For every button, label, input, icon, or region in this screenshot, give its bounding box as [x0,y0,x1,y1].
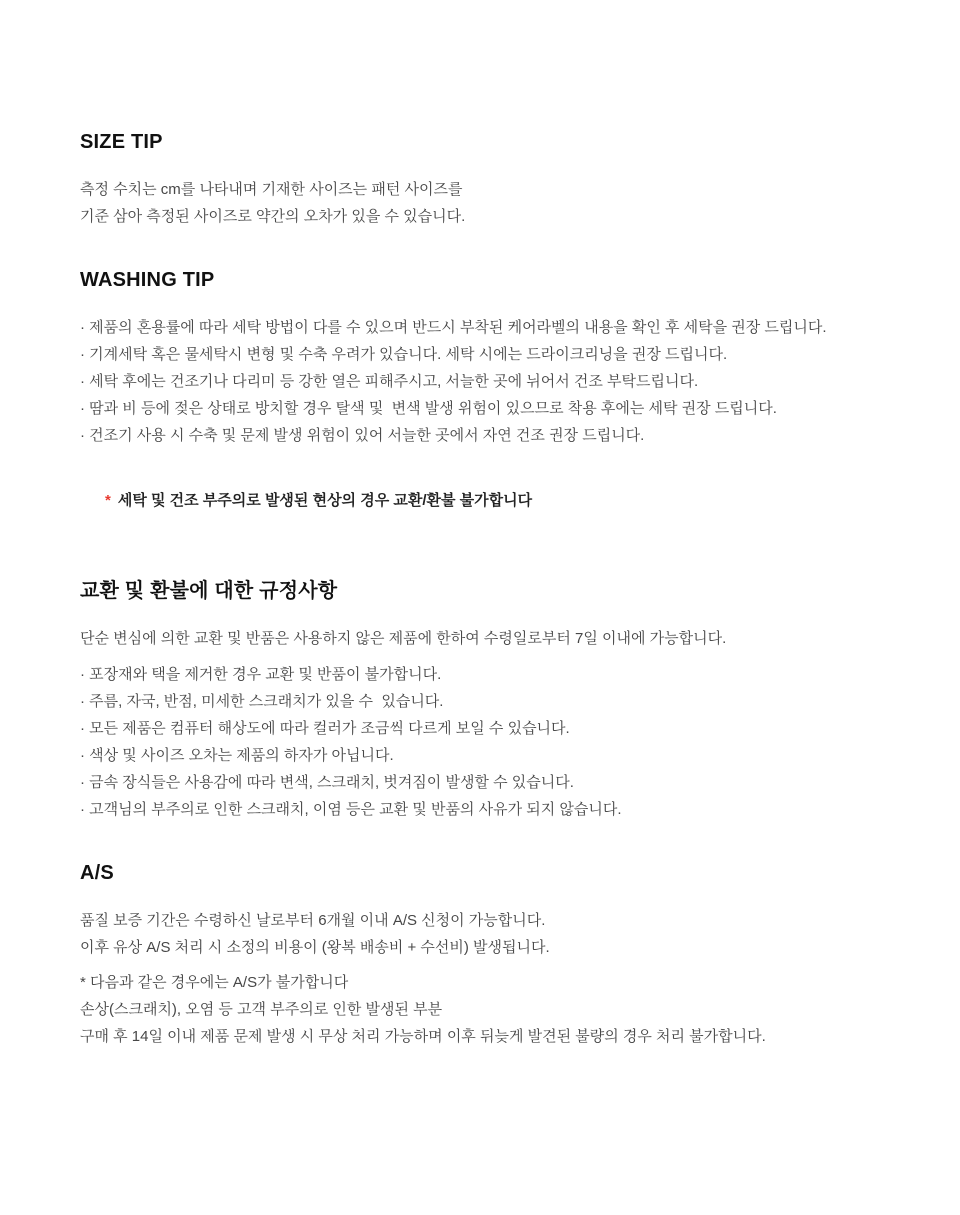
washing-tip-warning [80,460,880,541]
washing-tip-title: WASHING TIP [80,269,215,291]
washing-tip-bullet: · 건조기 사용 시 수축 및 문제 발생 위험이 있어 서늘한 곳에서 자연 건조 권장 드립니다. [80,427,645,444]
after-service-note: 구매 후 14일 이내 제품 문제 발생 시 무상 처리 가능하며 이후 뒤늦게 발견된 불량의 경우 처리 불가합니다. [80,1028,766,1045]
section-exchange-refund [80,579,880,823]
after-service-notes [80,969,880,1050]
exchange-refund-bullet: · 주름, 자국, 반점, 미세한 스크래치가 있을 수 있습니다. [80,693,444,710]
after-service-line: 이후 유상 A/S 처리 시 소정의 비용이 (왕복 배송비 + 수선비) 발생됩니다. [80,939,550,956]
washing-tip-bullet: · 기계세탁 혹은 물세탁시 변형 및 수축 우려가 있습니다. 세탁 시에는 드라이크리닝을 권장 드립니다. [80,346,728,363]
exchange-refund-title: 교환 및 환불에 대한 규정사항 [80,580,338,602]
after-service-note: * 다음과 같은 경우에는 A/S가 불가합니다 [80,974,349,991]
exchange-refund-intro: 단순 변심에 의한 교환 및 반품은 사용하지 않은 제품에 한하여 수령일로부터 7일 이내에 가능합니다. [80,630,727,647]
section-washing-tip [80,268,880,541]
washing-tip-warning-text: 세탁 및 건조 부주의로 발생된 현상의 경우 교환/환불 불가합니다 [117,492,533,509]
washing-tip-bullet: · 제품의 혼용률에 따라 세탁 방법이 다를 수 있으며 반드시 부착된 케어라벨의 내용을 확인 후 세탁을 권장 드립니다. [80,319,827,336]
size-tip-title: SIZE TIP [80,131,163,153]
after-service-line: 품질 보증 기간은 수령하신 날로부터 6개월 이내 A/S 신청이 가능합니다. [80,912,546,929]
exchange-refund-bullet: · 포장재와 택을 제거한 경우 교환 및 반품이 불가합니다. [80,666,442,683]
after-service-title: A/S [80,862,114,884]
size-tip-line: 기준 삼아 측정된 사이즈로 약간의 오차가 있을 수 있습니다. [80,208,466,225]
size-tip-line: 측정 수치는 cm를 나타내며 기재한 사이즈는 패턴 사이즈를 [80,181,463,198]
red-asterisk-marker: * [105,492,111,509]
exchange-refund-bullet: · 고객님의 부주의로 인한 스크래치, 이염 등은 교환 및 반품의 사유가 되지 않습니다. [80,801,622,818]
washing-tip-bullets [80,314,880,449]
size-tip-text [80,176,880,230]
exchange-refund-bullets [80,661,880,823]
after-service-text [80,907,880,961]
section-after-service [80,861,880,1050]
after-service-note: 손상(스크래치), 오염 등 고객 부주의로 인한 발생된 부분 [80,1001,443,1018]
exchange-refund-bullet: · 모든 제품은 컴퓨터 해상도에 따라 컬러가 조금씩 다르게 보일 수 있습니다. [80,720,570,737]
washing-tip-bullet: · 땀과 비 등에 젖은 상태로 방치할 경우 탈색 및 변색 발생 위험이 있으므로 착용 후에는 세탁 권장 드립니다. [80,400,777,417]
exchange-refund-bullet: · 금속 장식들은 사용감에 따라 변색, 스크래치, 벗겨짐이 발생할 수 있습니다. [80,774,574,791]
section-size-tip [80,130,880,230]
exchange-refund-bullet: · 색상 및 사이즈 오차는 제품의 하자가 아닙니다. [80,747,394,764]
washing-tip-bullet: · 세탁 후에는 건조기나 다리미 등 강한 열은 피해주시고, 서늘한 곳에 뉘어서 건조 부탁드립니다. [80,373,699,390]
